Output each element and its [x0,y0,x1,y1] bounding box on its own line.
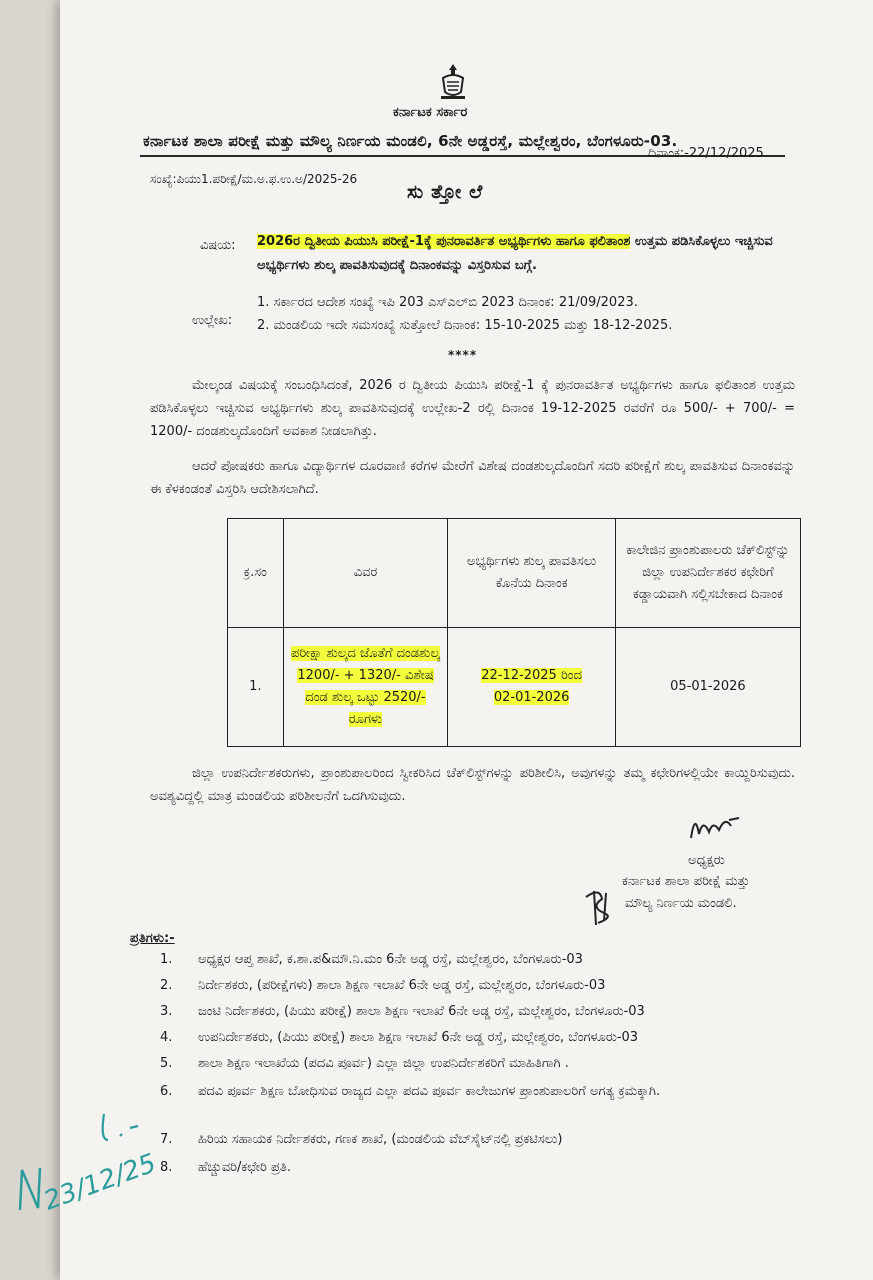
list-item: 6. ಪದವಿ ಪೂರ್ವ ಶಿಕ್ಷಣ ಬೋಧಿಸುವ ರಾಜ್ಯದ ಎಲ್ಲಾ ಪದವಿ ಪೂರ್ವ ಕಾಲೇಜುಗಳ ಪ್ರಾಂಶುಪಾಲರಿಗೆ ಅಗತ್ಯ ಕ್ರಮಕ್ಕಾಗಿ. [160,1084,661,1099]
schedule-table [227,518,801,747]
svg-text:23/12/25: 23/12/25 [40,1148,161,1217]
handwritten-date-note [8,1110,168,1225]
list-item: 8. ಹೆಚ್ಚುವರಿ/ಕಛೇರಿ ಪ್ರತಿ. [160,1160,291,1175]
header-sno: ಕ್ರ.ಸಂ [228,519,284,628]
header-detail: ವಿವರ [283,519,448,628]
row-checklist-date: 05-01-2026 [615,628,800,747]
signatory-org-1: ಕರ್ನಾಟಕ ಶಾಲಾ ಪರೀಕ್ಷೆ ಮತ್ತು [622,874,750,889]
signatory-title: ಅಧ್ಯಕ್ಷರು [688,853,725,868]
list-item: 1. ಅಧ್ಯಕ್ಷರ ಆಪ್ತ ಶಾಖೆ, ಕ.ಶಾ.ಪ&ಮೌ.ನಿ.ಮಂ 6ನೇ ಅಡ್ಡ ರಸ್ತೆ, ಮಲ್ಲೇಶ್ವರಂ, ಬೆಂಗಳೂರು-03 [160,952,583,967]
section-separator: **** [448,348,478,362]
subject-highlighted: 2026ರ ದ್ವಿತೀಯ ಪಿಯುಸಿ ಪರೀಕ್ಷೆ-1ಕ್ಕೆ ಪುನರಾವರ್ತಿತ ಅಭ್ಯರ್ಥಿಗಳು ಹಾಗೂ ಫಲಿತಾಂಶ [257,234,631,249]
row-last-date [448,628,615,747]
signature-scrawl-icon [685,808,745,848]
copies-list [160,952,808,1186]
body-paragraph-3: ಜಿಲ್ಲಾ ಉಪನಿರ್ದೇಶಕರುಗಳು, ಪ್ರಾಂಶುಪಾಲರಿಂದ ಸ್ವೀಕರಿಸಿದ ಚೆಕ್‌ಲಿಸ್ಟ್‌ಗಳನ್ನು ಪರಿಶೀಲಿಸಿ, ಅವುಗಳನ್ನು ತಮ್ಮ ಕಛೇರಿಗಳಲ್ಲಿಯೇ ಕಾಯ್ದಿರಿಸುವುದು. ಅವಶ್ಯವಿದ್ದಲ್ಲಿ ಮಾತ್ರ ಮಂಡಲಿಯ ಪರಿಶೀಲನೆಗೆ ಒದಗಿಸುವುದು. [150,766,795,804]
signatory-org-2: ಮೌಲ್ಯ ನಿರ್ಣಯ ಮಂಡಲಿ. [625,896,737,911]
subject-rest: ಉತ್ತಮ ಪಡಿಸಿಕೊಳ್ಳಲು ಇಚ್ಚಿಸುವ ಅಭ್ಯರ್ಥಿಗಳು ಶುಲ್ಕ ಪಾವತಿಸುವುದಕ್ಕೆ ದಿನಾಂಕವನ್ನು ವಿಸ್ತರಿಸುವ ಬಗ್ಗೆ. [257,234,773,273]
list-item: 3. ಜಂಟಿ ನಿರ್ದೇಶಕರು, (ಪಿಯು ಪರೀಕ್ಷೆ) ಶಾಲಾ ಶಿಕ್ಷಣ ಇಲಾಖೆ 6ನೇ ಅಡ್ಡ ರಸ್ತೆ, ಮಲ್ಲೇಶ್ವರಂ, ಬೆಂಗಳೂರು-03 [160,1004,645,1019]
body-paragraph-2: ಆದರೆ ಪೋಷಕರು ಹಾಗೂ ವಿದ್ಯಾರ್ಥಿಗಳ ದೂರವಾಣಿ ಕರೆಗಳ ಮೇರೆಗೆ ವಿಶೇಷ ದಂಡಶುಲ್ಕದೊಂದಿಗೆ ಸದರಿ ಪರೀಕ್ಷೆಗೆ ಶುಲ್ಕ ಪಾವತಿಸುವ ದಿನಾಂಕವನ್ನು ಈ ಕೆಳಕಂಡಂತೆ ವಿಸ್ತರಿಸಿ ಆದೇಶಿಸಲಾಗಿದೆ. [150,459,795,497]
reference-item-1: 1. ಸರ್ಕಾರದ ಆದೇಶ ಸಂಖ್ಯೆ ಇಪಿ 203 ಎಸ್ಎಲ್‌ಬಿ 2023 ದಿನಾಂಕ: 21/09/2023. [257,295,638,310]
initials-scrawl-icon [580,887,620,927]
circular-title: ಸುತ್ತೋಲೆ [407,181,491,203]
body-paragraph-1: ಮೇಲ್ಕಂಡ ವಿಷಯಕ್ಕೆ ಸಂಬಂಧಿಸಿದಂತೆ, 2026 ರ ದ್ವಿತೀಯ ಪಿಯುಸಿ ಪರೀಕ್ಷೆ-1 ಕ್ಕೆ ಪುನರಾವರ್ತಿತ ಅಭ್ಯರ್ಥಿಗಳು ಹಾಗೂ ಫಲಿತಾಂಶ ಉತ್ತಮ ಪಡಿಸಿಕೊಳ್ಳಲು ಇಚ್ಚಿಸುವ ಅಭ್ಯರ್ಥಿಗಳು ಶುಲ್ಕ ಪಾವತಿಸುವುದಕ್ಕೆ ಉಲ್ಲೇಖ-2 ರಲ್ಲಿ ದಿನಾಂಕ 19-12-2025 ರವರೆಗೆ ರೂ 500/- + 700/- = 1200/- ದಂಡಶುಲ್ಕದೊಂದಿಗೆ ಅವಕಾಶ ನೀಡಲಾಗಿತ್ತು. [150,378,795,439]
header-checklist-date: ಕಾಲೇಜಿನ ಪ್ರಾಂಶುಪಾಲರು ಚೆಕ್‌ಲಿಸ್ಟ್‌ನ್ನು ಜಿಲ್ಲಾ ಉಪನಿರ್ದೇಶಕರ ಕಛೇರಿಗೆ ಕಡ್ಡಾಯವಾಗಿ ಸಲ್ಲಿಸಬೇಕಾದ ದಿನಾಂಕ [615,519,800,628]
board-address: ಕರ್ನಾಟಕ ಶಾಲಾ ಪರೀಕ್ಷೆ ಮತ್ತು ಮೌಲ್ಯ ನಿರ್ಣಯ ಮಂಡಲಿ, 6ನೇ ಅಡ್ಡರಸ್ತೆ, ಮಲ್ಲೇಶ್ವರಂ, ಬೆಂಗಳೂರು-03. [143,132,678,150]
header-last-date: ಅಭ್ಯರ್ಥಿಗಳು ಶುಲ್ಕ ಪಾವತಿಸಲು ಕೊನೆಯ ದಿನಾಂಕ [448,519,615,628]
state-emblem-icon [435,62,471,102]
reference-number: ಸಂಖ್ಯೆ:ಪಿಯು1.ಪರೀಕ್ಷೆ/ಮ.ಅ.ಫ.ಉ.ಅ/2025-26 [150,172,358,186]
copies-heading: ಪ್ರತಿಗಳು:- [130,931,175,946]
list-item: 7. ಹಿರಿಯ ಸಹಾಯಕ ನಿರ್ದೇಶಕರು, ಗಣಕ ಶಾಖೆ, (ಮಂಡಲಿಯ ವೆಬ್‌ಸೈಟ್‌ನಲ್ಲಿ ಪ್ರಕಟಿಸಲು) [160,1132,563,1147]
row-sno: 1. [228,628,284,747]
circular-date: ದಿನಾಂಕ:-22/12/2025 [648,146,764,161]
list-item: 2. ನಿರ್ದೇಶಕರು, (ಪರೀಕ್ಷೆಗಳು) ಶಾಲಾ ಶಿಕ್ಷಣ ಇಲಾಖೆ 6ನೇ ಅಡ್ಡ ರಸ್ತೆ, ಮಲ್ಲೇಶ್ವರಂ, ಬೆಂಗಳೂರು-03 [160,978,606,993]
row-detail-text: ಪರೀಕ್ಷಾ ಶುಲ್ಕದ ಜೊತೆಗೆ ದಂಡಶುಲ್ಕ 1200/- + 1320/- ವಿಶೇಷ ದಂಡ ಶುಲ್ಕ ಒಟ್ಟು 2520/- ರೂಗಳು [291,646,440,727]
table-header-row [228,519,801,628]
reference-item-2: 2. ಮಂಡಲಿಯ ಇದೇ ಸಮಸಂಖ್ಯೆ ಸುತ್ತೋಲೆ ದಿನಾಂಕ: 15-10-2025 ಮತ್ತು 18-12-2025. [257,318,673,333]
subject-label: ವಿಷಯ: [200,238,236,253]
references-label: ಉಲ್ಲೇಖ: [192,313,233,328]
row-last-date-from: 22-12-2025 ರಿಂದ [481,668,582,683]
list-item: 4. ಉಪನಿರ್ದೇಶಕರು, (ಪಿಯು ಪರೀಕ್ಷೆ) ಶಾಲಾ ಶಿಕ್ಷಣ ಇಲಾಖೆ 6ನೇ ಅಡ್ಡ ರಸ್ತೆ, ಮಲ್ಲೇಶ್ವರಂ, ಬೆಂಗಳೂರು-03 [160,1030,639,1045]
row-detail [283,628,448,747]
subject-text [257,230,792,278]
list-item: 5. ಶಾಲಾ ಶಿಕ್ಷಣ ಇಲಾಖೆಯ (ಪದವಿ ಪೂರ್ವ) ಎಲ್ಲಾ ಜಿಲ್ಲಾ ಉಪನಿರ್ದೇಶಕರಿಗೆ ಮಾಹಿತಿಗಾಗಿ . [160,1056,569,1071]
table-row [228,628,801,747]
government-label: ಕರ್ನಾಟಕ ಸರ್ಕಾರ [393,105,468,120]
row-last-date-to: 02-01-2026 [493,690,570,705]
